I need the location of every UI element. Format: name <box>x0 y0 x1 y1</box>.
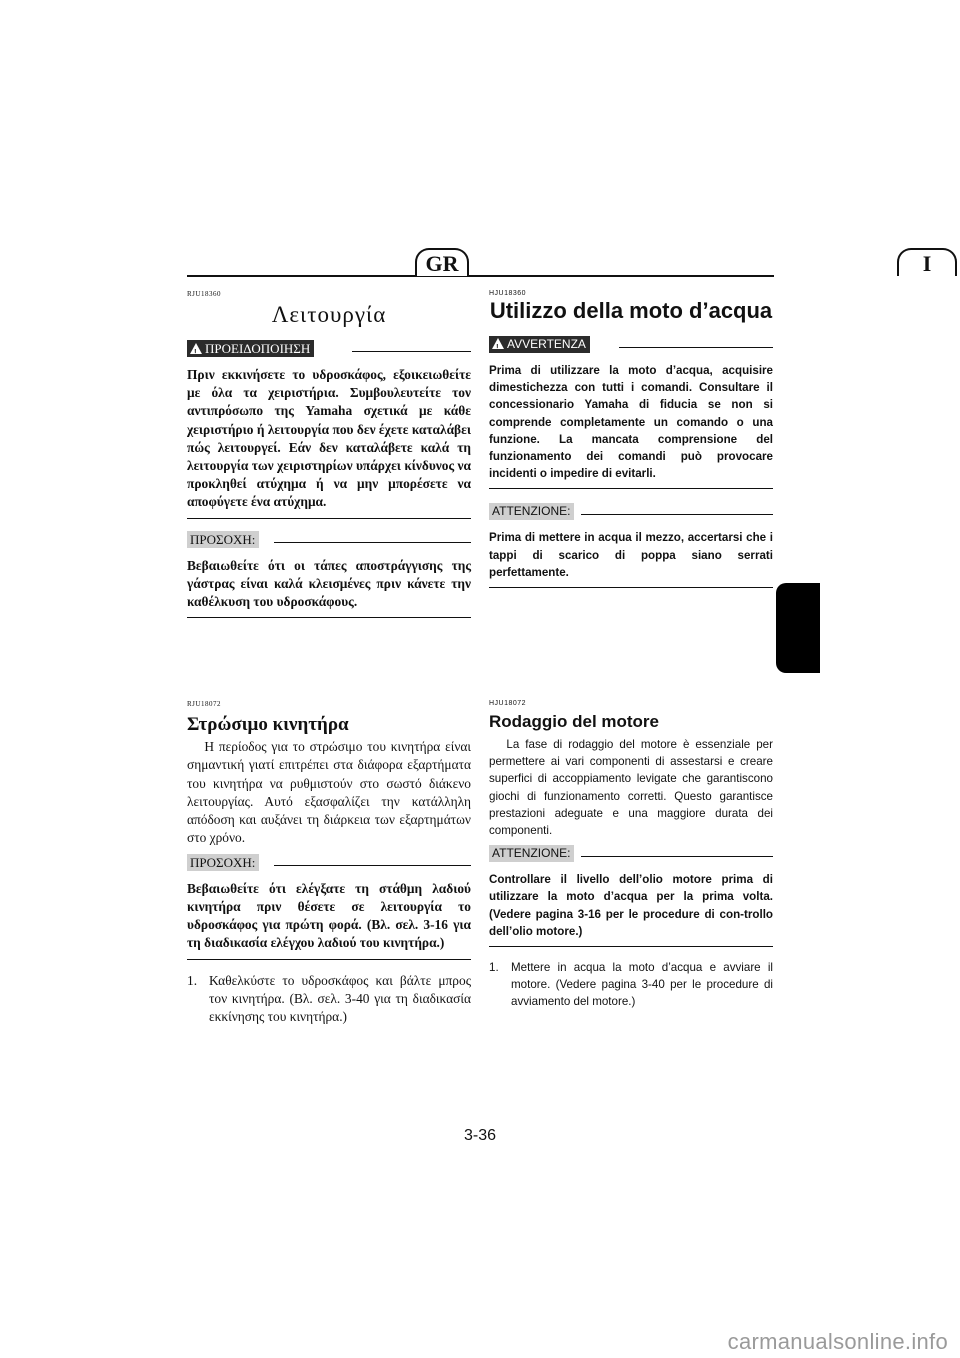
list-item <box>489 959 773 1011</box>
warning-header <box>187 340 471 358</box>
section-code: RJU18072 <box>187 700 221 708</box>
section-body: Η περίοδος για το στρώσιμο του κινητήρα είναι σημαντική γιατί επιτρέπει στα διάφορα εξαρτήματα του κινητήρα να ρυθμιστούν στο σωστό διάκενο λειτουργίας. Αυτό εξασφαλίζει την κατάλληλη απόδοση και αυξάνει τη διάρκεια των εξαρτημάτων στο χρόνο. <box>187 739 471 846</box>
warning-text: Prima di utilizzare la moto d’acqua, acquisire dimestichezza con tutti i comandi. Consultare il concessionario Yamaha di fiducia se non si comprende completamente un comando o una funzione. La mancata comprensione del funzionamento dei comandi può provocare incidenti o impedire di evitarli. <box>489 362 773 489</box>
caution-rule <box>274 542 471 543</box>
section-code: HJU18072 <box>489 700 527 707</box>
list-number: 1. <box>187 972 198 988</box>
section-code: RJU18360 <box>187 290 221 298</box>
section-title: Λειτουργία <box>271 302 387 327</box>
warning-text: Πριν εκκινήσετε το υδροσκάφος, εξοικειωθείτε με όλα τα χειριστήρια. Συμβουλευτείτε τον αντιπρόσωπο της Yamaha σχετικά με κάθε χειριστήριο ή λειτουργία που δεν έχετε καταλάβει πώς λειτουργεί. Εάν δεν καταλάβετε καλά τη λειτουργία των χειριστηρίων υπάρχει κίνδυνος να προκληθεί ατύχημα ή να μην μπορέσετε να αποφύγετε ένα ατύχημα. <box>187 366 471 519</box>
warning-label: ΠΡΟΕΙΔΟΠΟΙΗΣΗ <box>205 341 311 356</box>
caution-rule <box>274 865 471 866</box>
caution-text: Controllare il livello dell’olio motore prima di utilizzare la moto d’acqua per la prima volta. (Vedere pagina 3-16 per le procedure di con-trollo dell’olio motore.) <box>489 871 773 947</box>
italian-section-break-in <box>489 700 773 1011</box>
caution-header <box>489 845 773 863</box>
caution-text: Βεβαιωθείτε ότι ελέγξατε τη στάθμη λαδιού κινητήρα πριν θέσετε σε λειτουργία το υδροσκάφος για πρώτη φορά. (Βλ. σελ. 3-16 για τη διαδικασία ελέγχου λαδιού του κινητήρα.) <box>187 880 471 960</box>
watermark: carmanualsonline.info <box>727 1329 948 1354</box>
warning-label: AVVERTENZA <box>507 337 586 351</box>
warning-badge <box>187 340 314 357</box>
header-rule <box>187 275 774 277</box>
warning-header <box>489 336 773 354</box>
chapter-side-tab <box>776 583 820 673</box>
caution-rule <box>581 514 773 515</box>
list-text: Mettere in acqua la moto d’acqua e avviare il motore. (Vedere pagina 3-40 per le procedure di avviamento del motore.) <box>511 961 773 1009</box>
language-tab-greek: GR <box>415 248 469 276</box>
page-number: 3-36 <box>463 1127 497 1144</box>
list-item <box>187 972 471 1027</box>
caution-header <box>187 854 471 872</box>
caution-badge: ΠΡΟΣΟΧΗ: <box>187 531 259 548</box>
caution-badge: ΠΡΟΣΟΧΗ: <box>187 854 259 871</box>
section-title: Rodaggio del motore <box>489 712 659 731</box>
warning-triangle-icon <box>492 338 504 349</box>
caution-rule <box>581 856 773 857</box>
italian-section-operation <box>489 290 773 588</box>
section-title: Στρώσιμο κινητήρα <box>187 714 349 735</box>
caution-header <box>187 531 471 549</box>
greek-section-break-in <box>187 700 471 1026</box>
caution-text: Βεβαιωθείτε ότι οι τάπες αποστράγγισης της γάστρας είναι καλά κλεισμένες πριν κάνετε την καθέλκυση του υδροσκάφους. <box>187 557 471 619</box>
greek-section-operation <box>187 290 471 618</box>
warning-rule <box>352 351 471 352</box>
caution-header <box>489 503 773 521</box>
section-body: La fase di rodaggio del motore è essenziale per permettere ai vari componenti di assestarsi e creare superfici di accoppiamento levigate che garantiscono giochi di funzionamento corretti. Questo garantisce prestazioni adeguate e una maggiore durata dei componenti. <box>489 738 773 838</box>
list-text: Καθελκύστε το υδροσκάφος και βάλτε μπρος τον κινητήρα. (Βλ. σελ. 3-40 για τη διαδικασία εκκίνησης του κινητήρα.) <box>209 972 471 1025</box>
language-tab-italian: I <box>897 248 957 276</box>
list-number: 1. <box>489 961 499 975</box>
warning-rule <box>619 347 773 348</box>
warning-triangle-icon <box>190 343 202 354</box>
warning-badge <box>489 336 590 353</box>
caution-badge: ATTENZIONE: <box>489 503 574 520</box>
caution-text: Prima di mettere in acqua il mezzo, accertarsi che i tappi di scarico di poppa siano serrati perfettamente. <box>489 529 773 588</box>
section-title: Utilizzo della moto d’acqua <box>489 298 773 323</box>
language-header <box>187 248 932 280</box>
section-code: HJU18360 <box>489 290 527 297</box>
caution-badge: ATTENZIONE: <box>489 845 574 862</box>
